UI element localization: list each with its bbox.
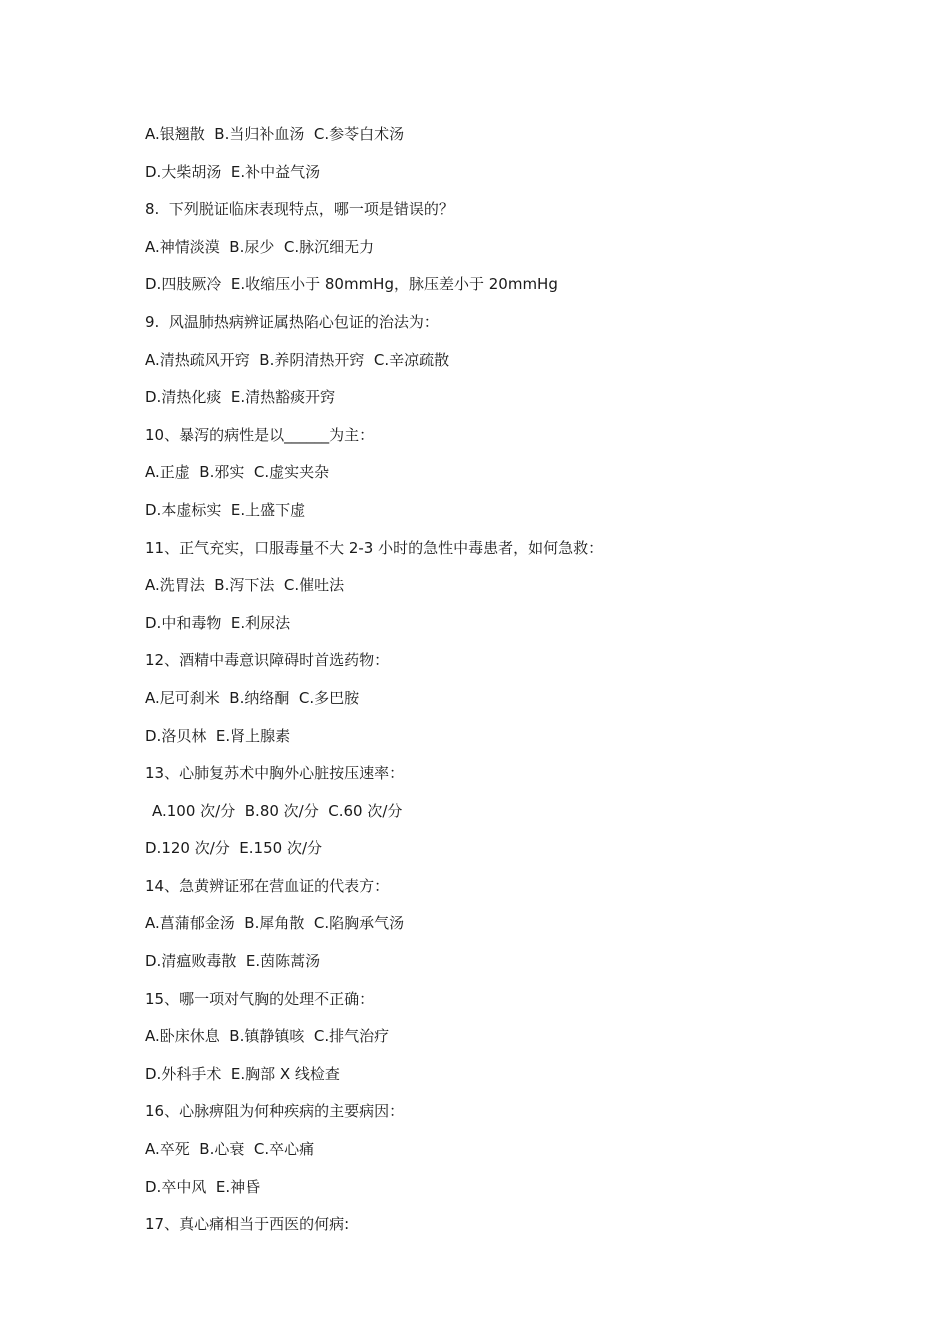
options-line-15a: A.卧床休息 B.镇静镇咳 C.排气治疗: [145, 1027, 390, 1046]
options-line-13a: A.100 次/分 B.80 次/分 C.60 次/分: [152, 801, 403, 820]
options-line-14b: D.清瘟败毒散 E.茵陈蒿汤: [145, 952, 321, 971]
question-10: 10、暴泻的病性是以______为主：: [145, 425, 375, 444]
question-list: [145, 122, 865, 1250]
question-11: 11、正气充实，口服毒量不大 2-3 小时的急性中毒患者，如何急救：: [145, 538, 604, 557]
options-line-9b: D.清热化痰 E.清热豁痰开窍: [145, 388, 336, 407]
question-15: 15、哪一项对气胸的处理不正确：: [145, 989, 375, 1008]
options-line-8a: A.神情淡漠 B.尿少 C.脉沉细无力: [145, 237, 375, 256]
question-14: 14、急黄辨证邪在营血证的代表方：: [145, 876, 390, 895]
question-16: 16、心脉痹阻为何种疾病的主要病因：: [145, 1102, 405, 1121]
options-line-10b: D.本虚标实 E.上盛下虚: [145, 500, 306, 519]
options-line-8b: D.四肢厥冷 E.收缩压小于 80mmHg，脉压差小于 20mmHg: [145, 275, 558, 294]
question-8: 8. 下列脱证临床表现特点，哪一项是错误的？: [145, 200, 454, 219]
options-line-16b: D.卒中风 E.神昏: [145, 1177, 261, 1196]
options-line-12a: A.尼可刹米 B.纳络酮 C.多巴胺: [145, 688, 360, 707]
options-line-11a: A.洗胃法 B.泻下法 C.催吐法: [145, 576, 345, 595]
options-line-12b: D.洛贝林 E.肾上腺素: [145, 726, 291, 745]
question-9: 9. 风温肺热病辨证属热陷心包证的治法为：: [145, 312, 439, 331]
question-13: 13、心肺复苏术中胸外心脏按压速率：: [145, 764, 405, 783]
options-line-16a: A.卒死 B.心衰 C.卒心痛: [145, 1140, 315, 1159]
options-line-13b: D.120 次/分 E.150 次/分: [145, 839, 323, 858]
question-17: 17、真心痛相当于西医的何病:: [145, 1215, 350, 1234]
options-line-7b: D.大柴胡汤 E.补中益气汤: [145, 162, 321, 181]
options-line-10a: A.正虚 B.邪实 C.虚实夹杂: [145, 463, 330, 482]
options-line-14a: A.菖蒲郁金汤 B.犀角散 C.陷胸承气汤: [145, 914, 405, 933]
options-line-11b: D.中和毒物 E.利尿法: [145, 613, 291, 632]
question-12: 12、酒精中毒意识障碍时首选药物：: [145, 651, 390, 670]
options-line-7a: A.银翘散 B.当归补血汤 C.参苓白术汤: [145, 125, 405, 143]
options-line-9a: A.清热疏风开窍 B.养阴清热开窍 C.辛凉疏散: [145, 350, 450, 369]
options-line-15b: D.外科手术 E.胸部 X 线检查: [145, 1064, 340, 1083]
